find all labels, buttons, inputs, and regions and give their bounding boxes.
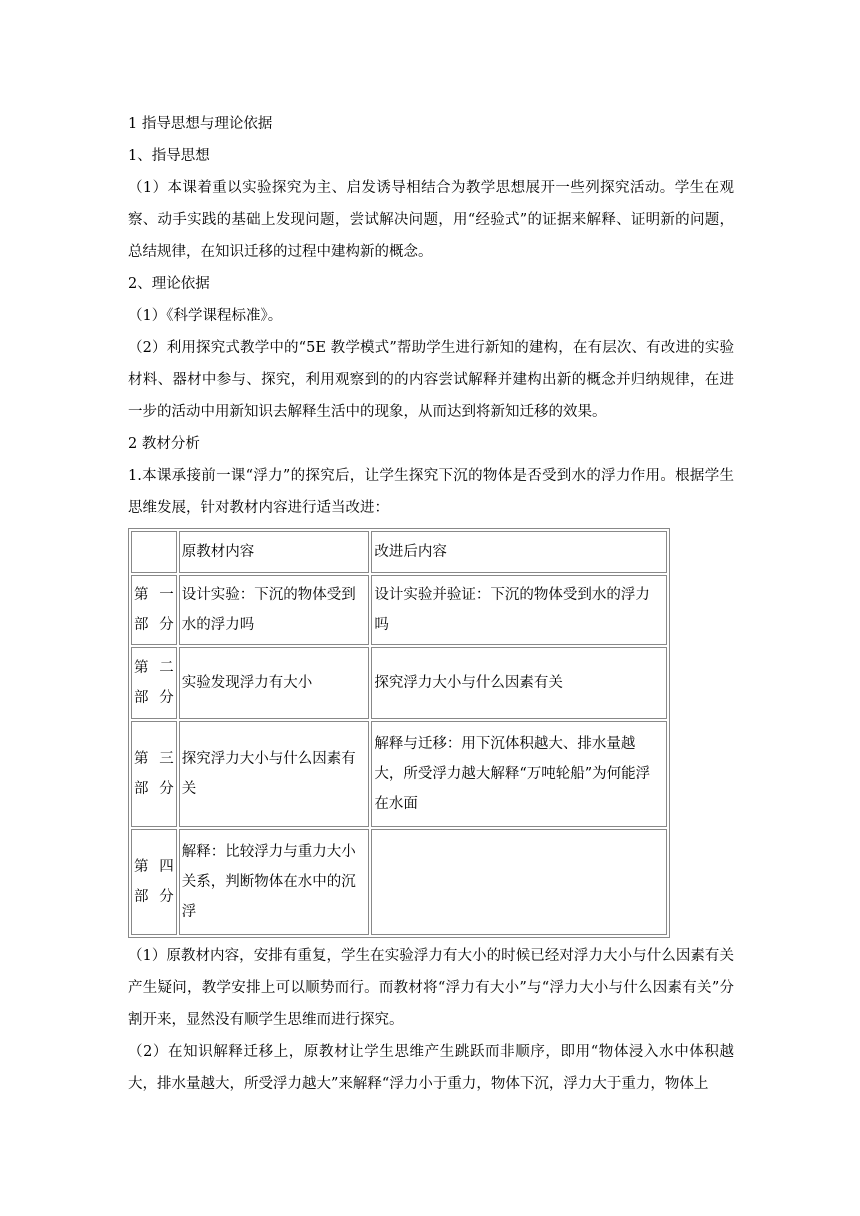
table-row [131,647,667,719]
comparison-table [128,528,670,938]
table-row [131,829,667,935]
paragraph: 1.本课承接前一课“浮力”的探究后，让学生探究下沉的物体是否受到水的浮力作用。根据学生思维发展，针对教材内容进行适当改进： [128,468,734,516]
paragraph: （1）原教材内容，安排有重复，学生在实验浮力有大小的时候已经对浮力大小与什么因素有关产生疑问，教学安排上可以顺势而行。而教材将“浮力有大小”与“浮力大小与什么因素有关”分割开来，显然没有顺学生思维而进行探究。 [128,948,734,1028]
table-cell: 第 三 部分 [131,721,177,827]
paragraph: （2）在知识解释迁移上，原教材让学生思维产生跳跃而非顺序，即用“物体浸入水中体积越大，排水量越大，所受浮力越大”来解释“浮力小于重力，物体下沉，浮力大于重力，物体上 [128,1044,734,1092]
subsection-title: 1、指导思想 [128,148,210,164]
table-header-row [131,531,667,573]
table-cell: 第 一 部分 [131,575,177,645]
table-cell: 探究浮力大小与什么因素有关 [179,721,370,827]
table-header-cell: 原教材内容 [179,531,370,573]
table-row [131,575,667,645]
section-heading: 1 指导思想与理论依据 [128,116,273,132]
section-heading: 2 教材分析 [128,436,200,452]
table-cell: 设计实验并验证：下沉的物体受到水的浮力吗 [371,575,667,645]
paragraph: （1）《科学课程标准》。 [128,308,283,324]
table-cell: 第 二 部分 [131,647,177,719]
table-row [131,721,667,827]
table-cell: 探究浮力大小与什么因素有关 [371,647,667,719]
paragraph: （1）本课着重以实验探究为主、启发诱导相结合为教学思想展开一些列探究活动。学生在观察、动手实践的基础上发现问题，尝试解决问题，用“经验式”的证据来解释、证明新的问题，总结规律，在知识迁移的过程中建构新的概念。 [128,180,734,260]
table-cell: 设计实验：下沉的物体受到水的浮力吗 [179,575,370,645]
document-page [128,108,734,1100]
table-cell: 解释：比较浮力与重力大小关系，判断物体在水中的沉浮 [179,829,370,935]
subsection-title: 2、理论依据 [128,276,210,292]
table-cell: 第 四 部分 [131,829,177,935]
paragraph: （2）利用探究式教学中的“5E 教学模式”帮助学生进行新知的建构，在有层次、有改进的实验材料、器材中参与、探究，利用观察到的的内容尝试解释并建构出新的概念并归纳规律，在进一步的活动中用新知识去解释生活中的现象，从而达到将新知迁移的效果。 [128,340,734,420]
table-cell: 解释与迁移：用下沉体积越大、排水量越大，所受浮力越大解释“万吨轮船”为何能浮在水面 [371,721,667,827]
table-header-cell [131,531,177,573]
table-cell: 实验发现浮力有大小 [179,647,370,719]
table-header-cell: 改进后内容 [371,531,667,573]
table-cell [371,829,667,935]
